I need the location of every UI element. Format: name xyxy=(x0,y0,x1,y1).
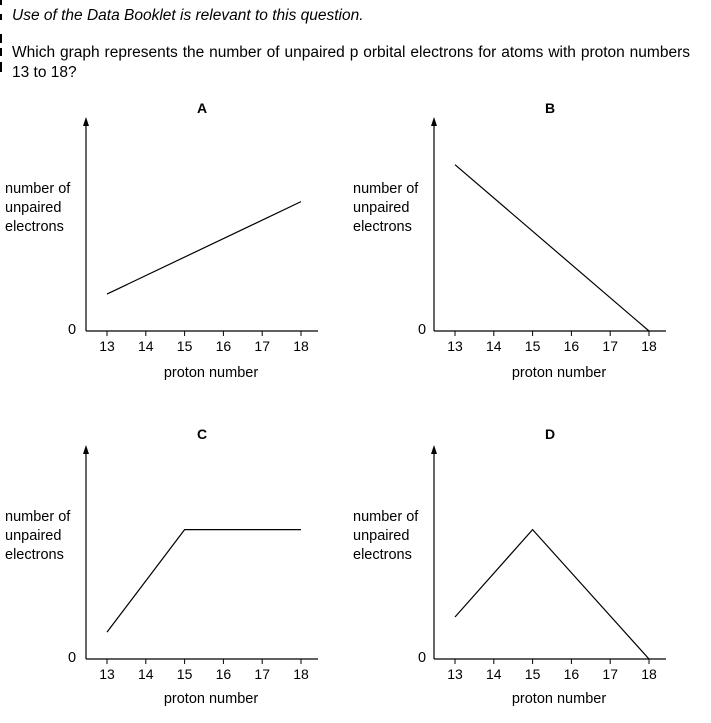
x-tick-label: 14 xyxy=(486,666,502,682)
y-axis-label-line: number of xyxy=(5,181,71,197)
x-tick-label: 13 xyxy=(447,666,463,682)
series-line xyxy=(107,202,301,294)
x-axis-label: proton number xyxy=(511,691,607,707)
graph-d xyxy=(348,423,688,723)
x-tick-label: 14 xyxy=(486,338,502,354)
y-axis-label-line: electrons xyxy=(5,547,64,563)
x-axis-label: proton number xyxy=(163,365,259,381)
x-tick-label: 17 xyxy=(602,666,618,682)
graph-a xyxy=(0,95,340,395)
x-tick-label: 16 xyxy=(563,338,580,354)
y-origin-label: 0 xyxy=(418,322,427,338)
x-axis-label: proton number xyxy=(163,691,259,707)
x-tick-label: 15 xyxy=(524,666,541,682)
x-tick-label: 14 xyxy=(138,666,154,682)
y-axis-label-line: number of xyxy=(353,181,419,197)
y-axis-label-line: electrons xyxy=(353,219,412,235)
series-line xyxy=(455,530,649,659)
y-axis-label-line: electrons xyxy=(353,547,412,563)
y-axis-arrow-icon xyxy=(431,117,437,126)
x-tick-label: 18 xyxy=(293,338,309,354)
x-tick-label: 16 xyxy=(215,338,232,354)
x-axis-label: proton number xyxy=(511,365,607,381)
x-tick-label: 17 xyxy=(602,338,618,354)
plot-area xyxy=(0,423,340,723)
graph-title: B xyxy=(544,100,556,116)
y-axis-label-line: unpaired xyxy=(5,200,62,216)
y-origin-label: 0 xyxy=(68,650,77,666)
x-tick-label: 15 xyxy=(176,338,193,354)
y-axis-label-line: number of xyxy=(353,509,419,525)
y-axis-arrow-icon xyxy=(83,117,89,126)
x-tick-label: 15 xyxy=(524,338,541,354)
graph-title: D xyxy=(544,426,556,442)
y-axis-arrow-icon xyxy=(431,445,437,454)
x-tick-label: 13 xyxy=(99,338,115,354)
margin-marks xyxy=(0,0,3,80)
instruction-text: Use of the Data Booklet is relevant to this question. xyxy=(12,7,364,24)
x-tick-label: 15 xyxy=(176,666,193,682)
x-tick-label: 13 xyxy=(99,666,115,682)
plot-area xyxy=(348,423,688,723)
x-tick-label: 18 xyxy=(641,666,657,682)
question-text: Which graph represents the number of unpaired p orbital electrons for atoms with proton numbers 13 to 18? xyxy=(12,44,690,81)
x-tick-label: 18 xyxy=(641,338,657,354)
x-tick-label: 16 xyxy=(215,666,232,682)
plot-area xyxy=(348,95,688,395)
y-axis-label-line: unpaired xyxy=(353,528,410,544)
y-axis-label-line: unpaired xyxy=(353,200,410,216)
x-tick-label: 13 xyxy=(447,338,463,354)
y-axis-label-line: number of xyxy=(5,509,71,525)
series-line xyxy=(455,165,649,331)
y-axis-arrow-icon xyxy=(83,445,89,454)
graph-title: A xyxy=(196,100,208,116)
plot-area xyxy=(0,95,340,395)
graph-c xyxy=(0,423,340,723)
x-tick-label: 16 xyxy=(563,666,580,682)
x-tick-label: 17 xyxy=(254,338,270,354)
y-origin-label: 0 xyxy=(68,322,77,338)
graph-title: C xyxy=(196,426,208,442)
y-axis-label-line: unpaired xyxy=(5,528,62,544)
x-tick-label: 17 xyxy=(254,666,270,682)
x-tick-label: 14 xyxy=(138,338,154,354)
x-tick-label: 18 xyxy=(293,666,309,682)
series-line xyxy=(107,530,301,632)
graph-b xyxy=(348,95,688,395)
y-origin-label: 0 xyxy=(418,650,427,666)
y-axis-label-line: electrons xyxy=(5,219,64,235)
